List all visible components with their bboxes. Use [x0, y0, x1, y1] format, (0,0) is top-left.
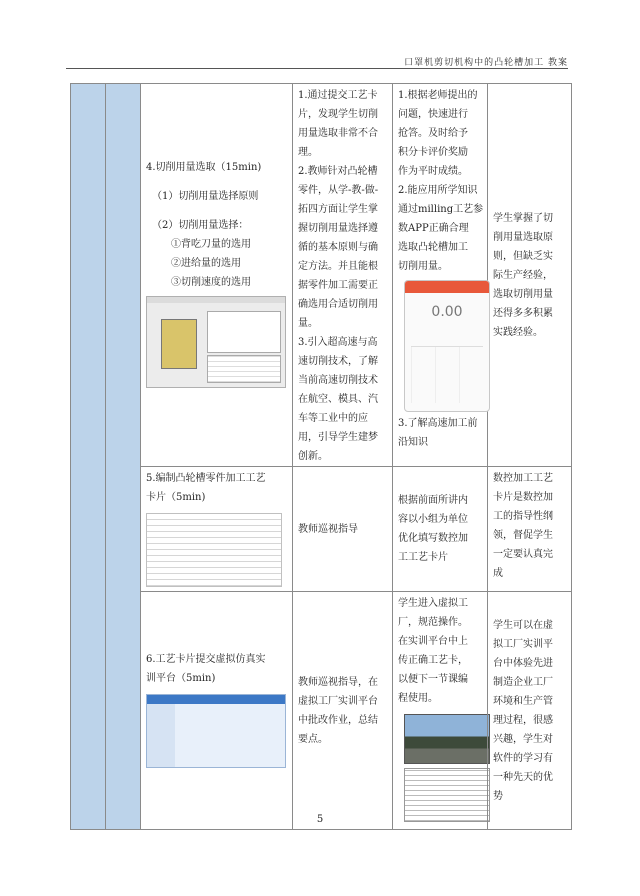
- text-line: 成: [493, 568, 503, 579]
- process-card-image: [146, 513, 282, 587]
- text-line: 教师巡视指导: [298, 523, 358, 535]
- text-line: 理过程，很感: [493, 714, 553, 726]
- text-line: 抢答。及时给予: [398, 128, 468, 139]
- text-line: 3.了解高速加工前: [398, 418, 478, 429]
- text-line: 片，发现学生切削: [298, 109, 378, 120]
- text-line: 虚拟工厂实训平台: [298, 695, 378, 707]
- text-line: 确选用合适切削用: [298, 299, 378, 310]
- text-line: 握切削用量选择遵: [298, 223, 378, 234]
- text-line: 速切削技术，了解: [298, 356, 378, 367]
- text-line: 循的基本原则与确: [298, 242, 378, 253]
- teacher-activity-cell: [293, 592, 393, 830]
- text-line: 3.引入超高速与高: [298, 337, 378, 348]
- text-line: 软件的学习有: [493, 752, 553, 764]
- text-line: 据零件加工需要正: [298, 280, 378, 291]
- text-line: 1.通过提交工艺卡: [298, 90, 378, 101]
- content-subitem: ③切削速度的选用: [171, 277, 251, 288]
- text-line: 中批改作业，总结: [298, 714, 378, 726]
- content-item: （1）切削用量选择原则: [152, 191, 259, 202]
- text-line: 拟工厂实训平: [493, 638, 553, 650]
- text-line: 数控加工工艺: [493, 473, 553, 484]
- content-title: 5.编制凸轮槽零件加工工艺: [146, 473, 266, 484]
- content-title: 6.工艺卡片提交虚拟仿真实: [146, 653, 266, 665]
- text-line: 学生进入虚拟工: [398, 598, 468, 609]
- content-title: 卡片（5min): [146, 492, 206, 503]
- text-line: 学生可以在虚: [493, 619, 553, 631]
- text-line: 卡片是数控加: [493, 492, 553, 503]
- text-line: 要点。: [298, 733, 328, 745]
- page-number: 5: [316, 814, 324, 825]
- student-activity-cell: [393, 467, 488, 592]
- content-subitem: ②进给量的选用: [171, 258, 241, 269]
- text-line: 沿知识: [398, 437, 428, 448]
- lesson-plan-table: [70, 83, 572, 830]
- text-line: 一定要认真完: [493, 549, 553, 560]
- text-line: 环境和生产管: [493, 695, 553, 707]
- teaching-content-cell: [141, 467, 293, 592]
- text-line: 2.教师针对凸轮槽: [298, 166, 378, 177]
- text-line: 用，引导学生建梦: [298, 432, 378, 443]
- text-line: 当前高速切削技术: [298, 375, 378, 386]
- content-subitem: ①背吃刀量的选用: [171, 239, 251, 250]
- text-line: 以便下一节课编: [398, 674, 468, 685]
- header-divider: [66, 68, 568, 69]
- text-line: 容以小组为单位: [398, 514, 468, 525]
- text-line: 根据前面所讲内: [398, 495, 468, 506]
- text-line: 车等工业中的应: [298, 413, 368, 424]
- text-line: 台中体验先进: [493, 657, 553, 669]
- section-column-cell: [106, 84, 141, 830]
- text-line: 一种先天的优: [493, 771, 553, 783]
- text-line: 势: [493, 790, 503, 802]
- content-item: （2）切削用量选择：: [152, 220, 249, 231]
- text-line: 际生产经验，: [493, 269, 553, 281]
- teacher-activity-cell: [293, 467, 393, 592]
- text-line: 则，但缺乏实: [493, 250, 553, 262]
- text-line: 1.根据老师提出的: [398, 90, 478, 101]
- text-line: 程使用。: [398, 693, 438, 704]
- table-row: [71, 592, 572, 830]
- text-line: 拓四方面让学生掌: [298, 204, 378, 215]
- text-line: 用量选取非常不合: [298, 128, 378, 139]
- text-line: 还得多多积累: [493, 307, 553, 319]
- design-intent-cell: [488, 84, 572, 467]
- content-title: 4.切削用量选取（15min): [146, 162, 262, 173]
- text-line: 在航空、模具、汽: [298, 394, 378, 405]
- teacher-activity-cell: [293, 84, 393, 467]
- text-line: 零件，从学-教-做-: [298, 185, 379, 196]
- text-line: 问题，快速进行: [398, 109, 468, 120]
- text-line: 传正确工艺卡，: [398, 655, 468, 666]
- text-line: 工工艺卡片: [398, 552, 448, 563]
- text-line: 实践经验。: [493, 326, 543, 338]
- text-line: 优化填写数控加: [398, 533, 468, 544]
- text-line: 学生掌握了切: [493, 212, 553, 224]
- text-line: 选取切削用量: [493, 288, 553, 300]
- text-line: 在实训平台中上: [398, 636, 468, 647]
- text-line: 削用量选取原: [493, 231, 553, 243]
- table-row: [71, 467, 572, 592]
- student-activity-cell: [393, 592, 488, 830]
- text-line: 积分卡评价奖励: [398, 147, 468, 158]
- text-line: 领，督促学生: [493, 530, 553, 541]
- text-line: 创新。: [298, 451, 328, 462]
- student-activity-cell: [393, 84, 488, 467]
- text-line: 通过milling工艺参: [398, 204, 484, 215]
- design-intent-cell: [488, 467, 572, 592]
- factory-building-photo: [404, 714, 490, 764]
- text-line: 定方法。并且能根: [298, 261, 378, 272]
- text-line: 数APP正确合理: [398, 223, 469, 234]
- text-line: 作为平时成绩。: [398, 166, 468, 177]
- text-line: 厂，规范操作。: [398, 617, 468, 628]
- text-line: 切削用量。: [398, 261, 448, 272]
- text-line: 工的指导性纲: [493, 511, 553, 522]
- teaching-content-cell: [141, 592, 293, 830]
- text-line: 制造企业工厂: [493, 676, 553, 688]
- document-header-title: 口罩机剪切机构中的凸轮槽加工 教案: [404, 58, 568, 68]
- text-line: 兴趣，学生对: [493, 733, 553, 745]
- text-line: 2.能应用所学知识: [398, 185, 478, 196]
- text-line: 教师巡视指导，在: [298, 676, 378, 688]
- table-row: [71, 84, 572, 467]
- milling-app-screenshot: [404, 280, 490, 412]
- app-value-display: 0.00: [431, 304, 463, 320]
- teaching-content-cell: [141, 84, 293, 467]
- stage-column-cell: [71, 84, 106, 830]
- virtual-factory-platform-screenshot: [146, 694, 286, 768]
- text-line: 选取凸轮槽加工: [398, 242, 468, 253]
- text-line: 量。: [298, 318, 318, 329]
- text-line: 理。: [298, 147, 318, 158]
- design-intent-cell: [488, 592, 572, 830]
- cutting-parameter-software-screenshot: [146, 296, 286, 388]
- content-title: 训平台（5min): [146, 672, 216, 684]
